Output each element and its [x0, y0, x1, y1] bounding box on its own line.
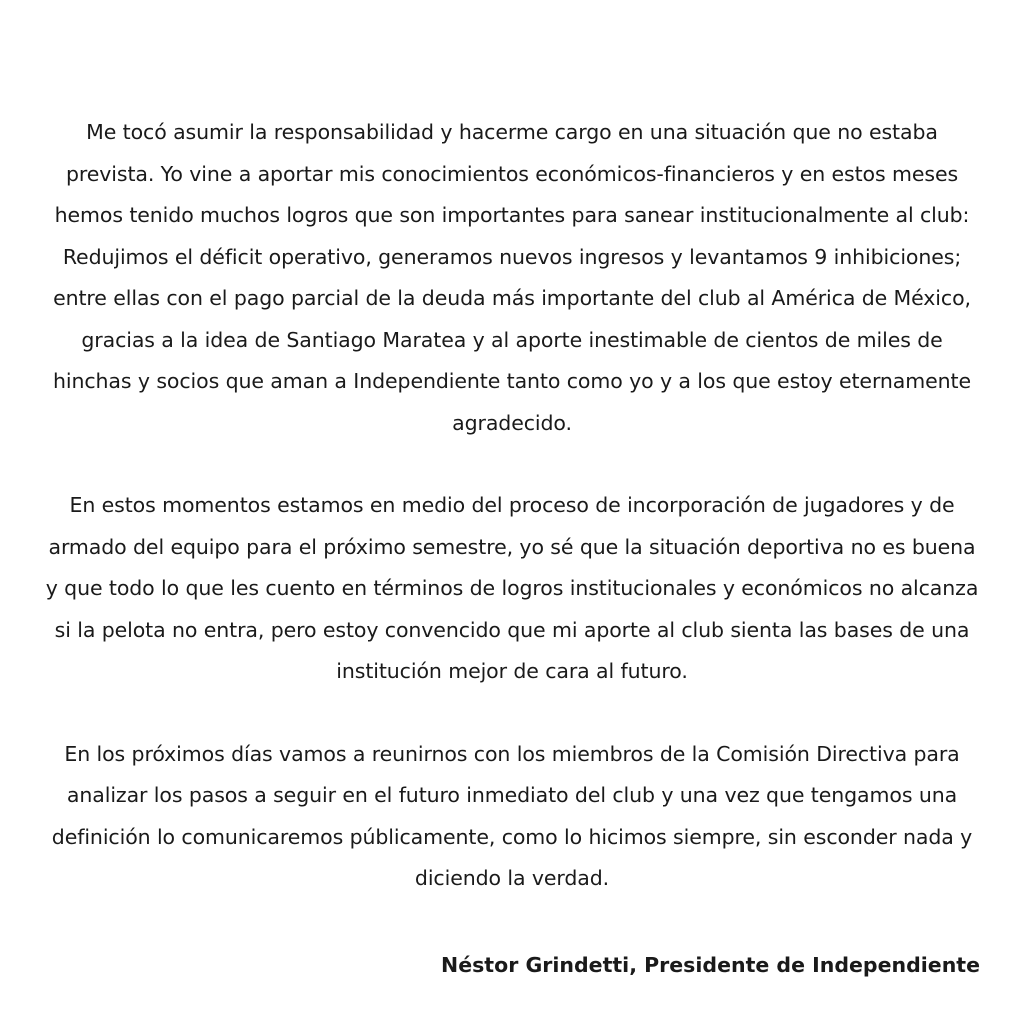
statement-body: [40, 112, 984, 900]
signature: Néstor Grindetti, Presidente de Independiente: [441, 953, 980, 977]
paragraph-next-steps: En los próximos días vamos a reunirnos con los miembros de la Comisión Directiva para analizar los pasos a seguir en el futuro inmediato del club y una vez que tengamos una definición lo comunicaremos públicamente, como lo hicimos siempre, sin esconder nada y diciendo la verdad.: [51, 741, 973, 890]
paragraph-team-building: En estos momentos estamos en medio del proceso de incorporación de jugadores y de armado del equipo para el próximo semestre, yo sé que la situación deportiva no es buena y que todo lo que les cuento en términos de logros institucionales y económicos no alcanza si la pelota no entra, pero estoy convencido que mi aporte al club sienta las bases de una institución mejor de cara al futuro.: [45, 493, 979, 683]
paragraph-responsibility: Me tocó asumir la responsabilidad y hacerme cargo en una situación que no estaba prevista. Yo vine a aportar mis conocimientos económicos-financieros y en estos meses hemos tenido muchos logros que son importantes para sanear institucionalmente al club: Redujimos el déficit operativo, generamos nuevos ingresos y levantamos 9 inhibiciones; entre ellas con el pago parcial de la deuda más importante del club al América de México, gracias a la idea de Santiago Maratea y al aporte inestimable de cientos de miles de hinchas y socios que aman a Independiente tanto como yo y a los que estoy eternamente agradecido.: [52, 120, 971, 435]
